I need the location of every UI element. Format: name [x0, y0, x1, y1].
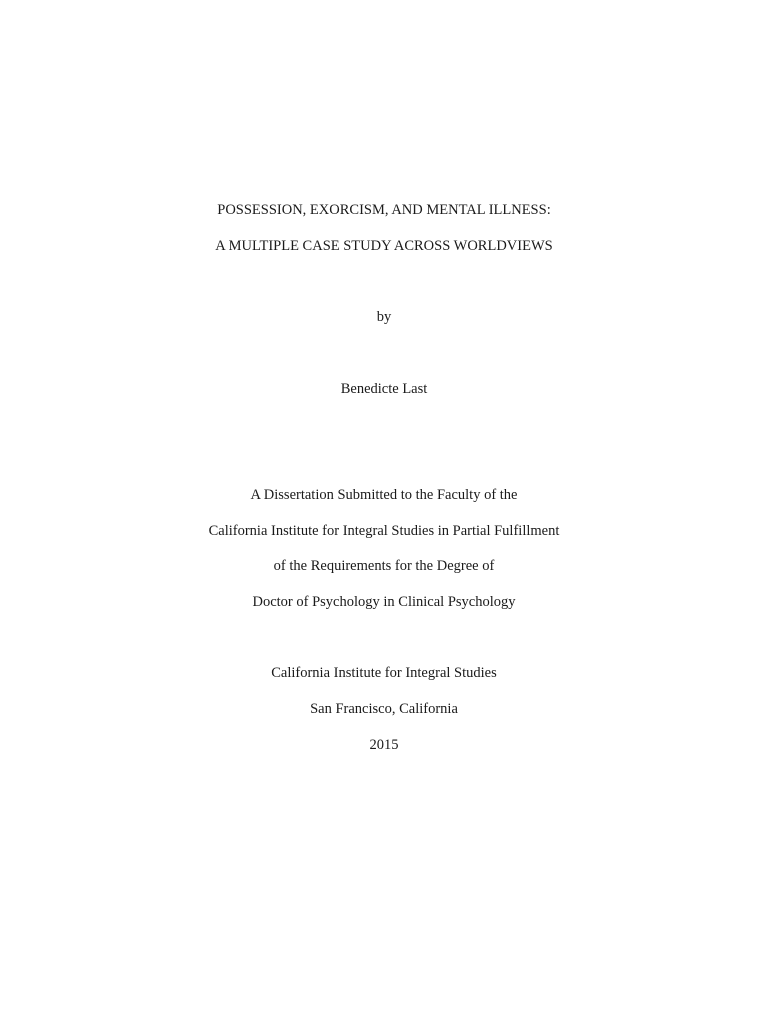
- statement-line-1: A Dissertation Submitted to the Faculty of the: [250, 487, 518, 503]
- statement-line-3: of the Requirements for the Degree of: [273, 558, 495, 574]
- statement-line-4: Doctor of Psychology in Clinical Psychology: [252, 594, 516, 610]
- by-line: by: [376, 309, 392, 325]
- statement-line-2: California Institute for Integral Studies in Partial Fulfillment: [208, 523, 560, 539]
- title-line-2: A MULTIPLE CASE STUDY ACROSS WORLDVIEWS: [215, 238, 553, 254]
- institution-location: San Francisco, California: [310, 701, 458, 717]
- publication-year: 2015: [369, 737, 399, 753]
- title-line-1: POSSESSION, EXORCISM, AND MENTAL ILLNESS:: [217, 202, 551, 218]
- institution-name: California Institute for Integral Studies: [271, 665, 497, 681]
- author-name: Benedicte Last: [340, 381, 428, 397]
